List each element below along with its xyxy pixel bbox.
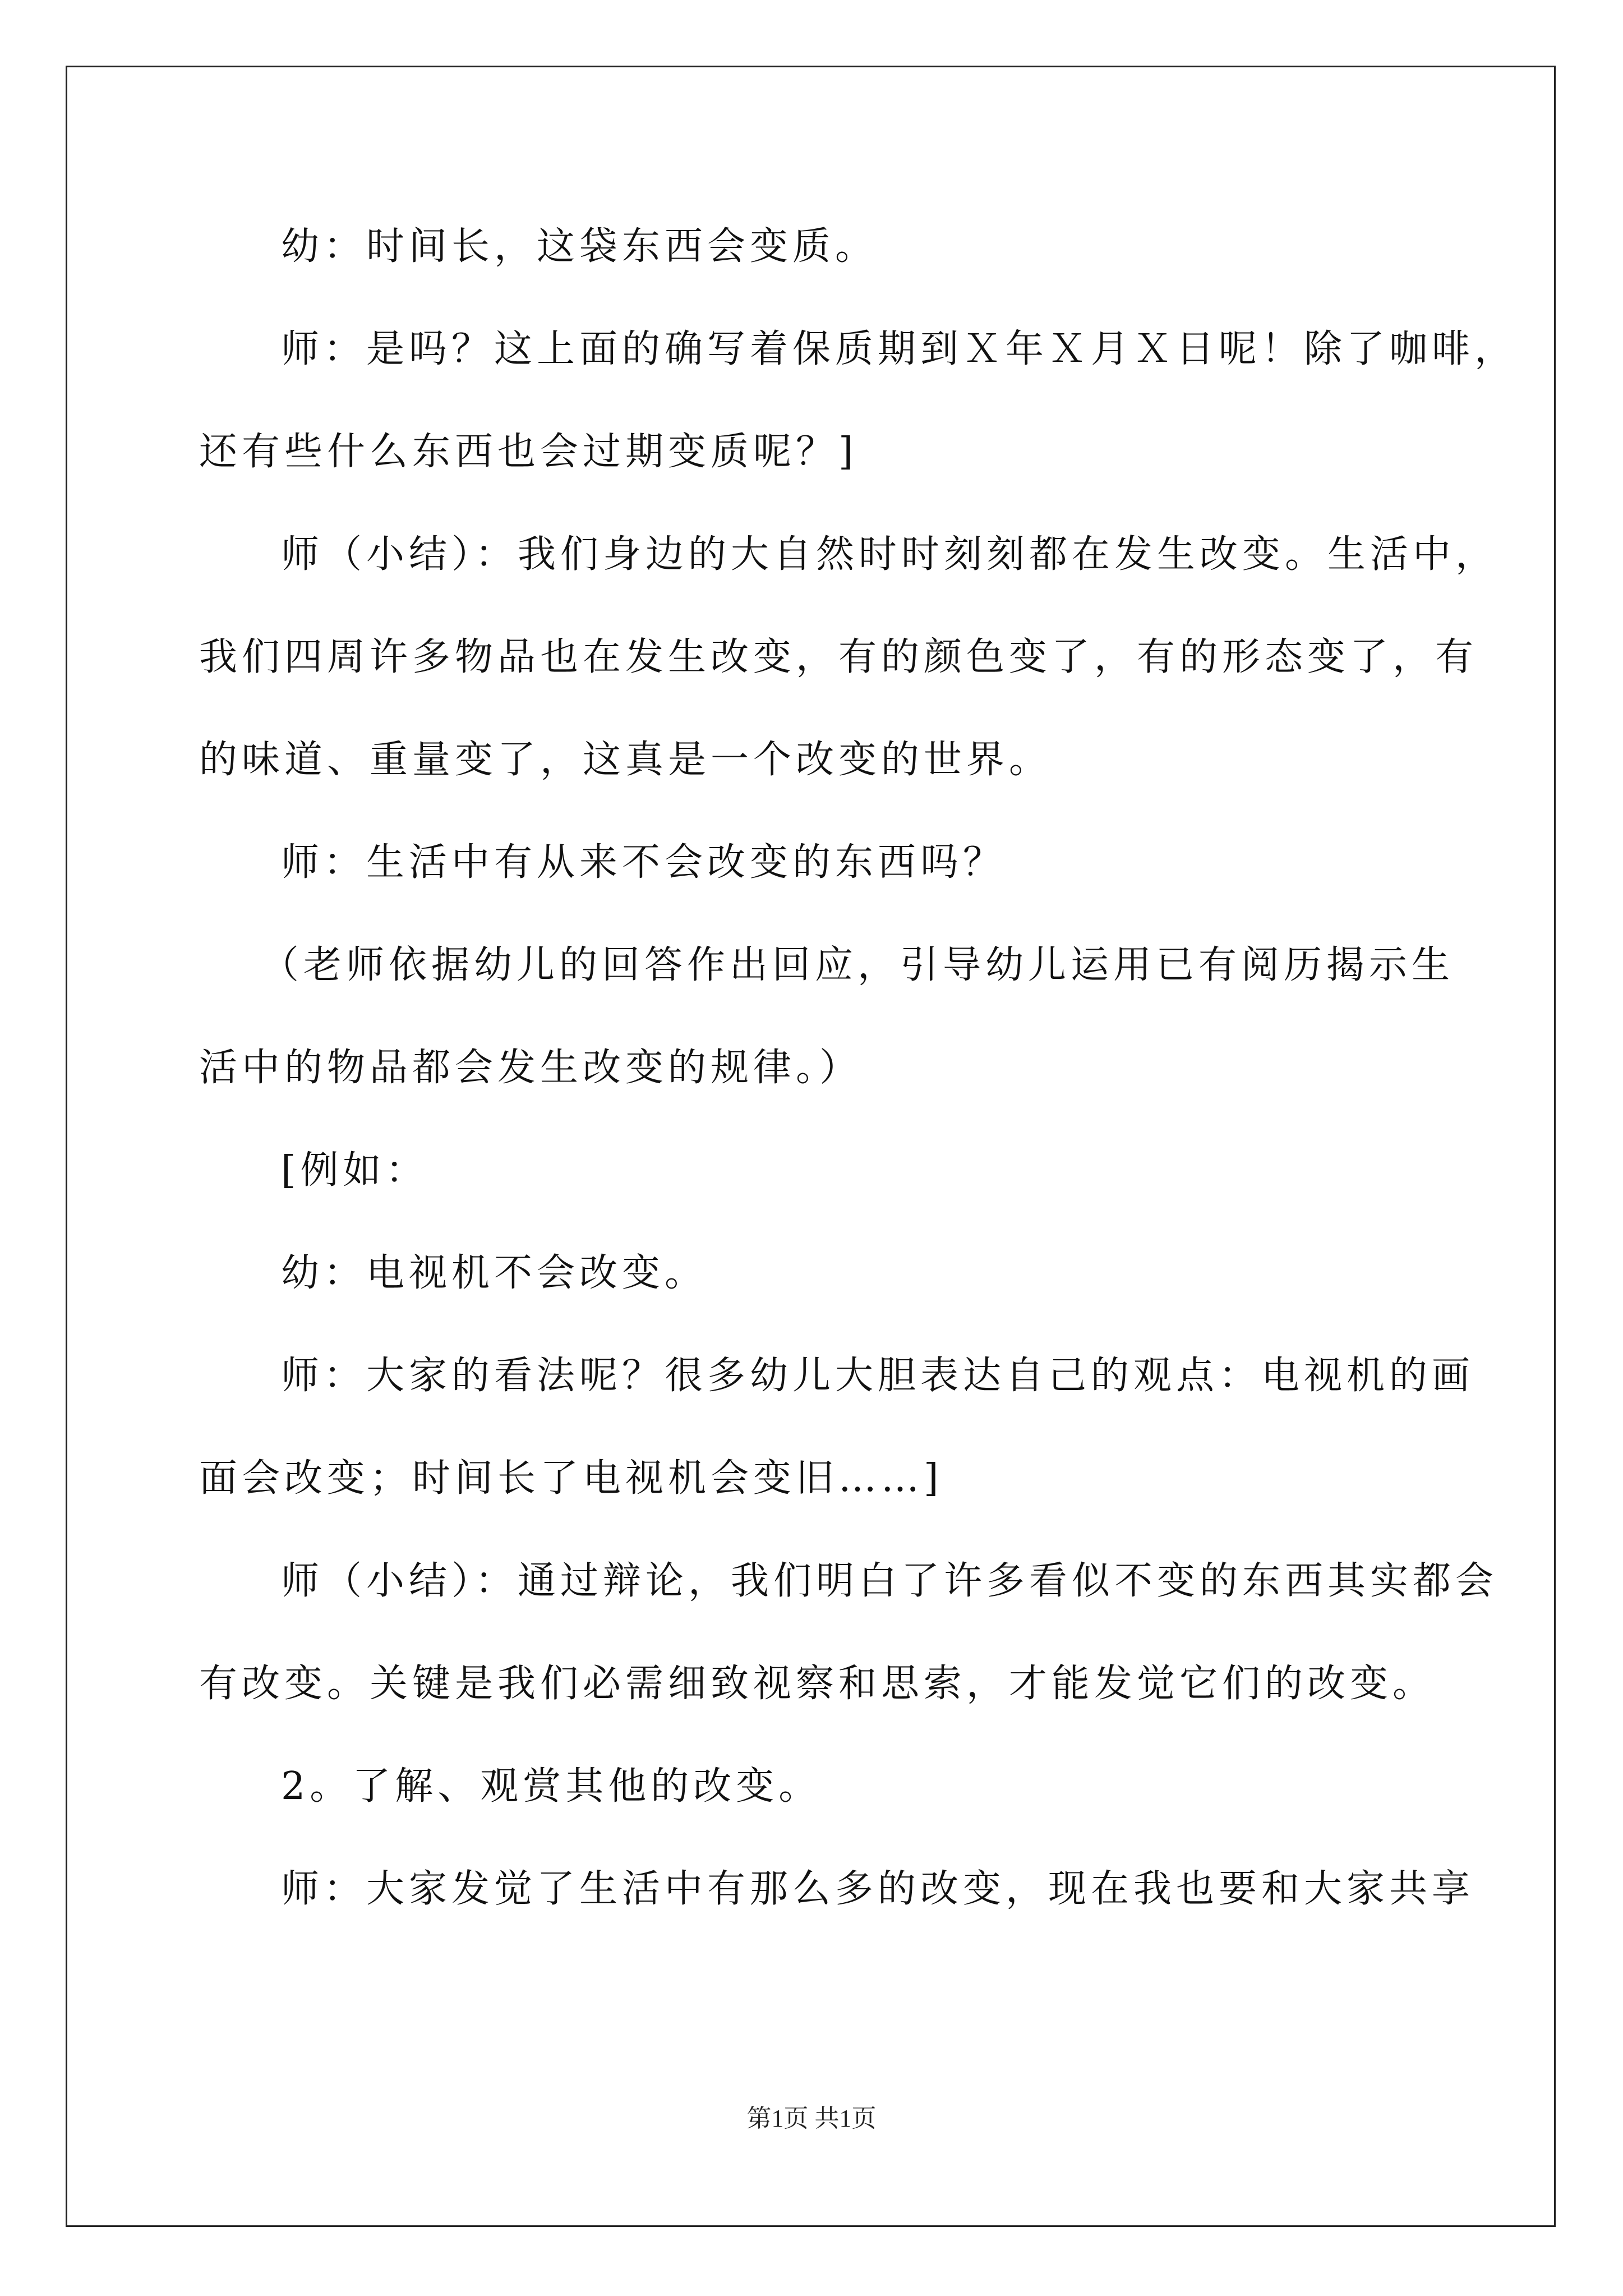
text-line: 幼：电视机不会改变。 [281,1251,708,1295]
text-line: 师：生活中有从来不会改变的东西吗？ [281,840,1006,885]
text-line: 幼：时间长，这袋东西会变质。 [281,224,878,269]
text-line: 师：大家发觉了生活中有那么多的改变，现在我也要和大家共享 [281,1867,1475,1911]
text-line: 的味道、重量变了，这真是一个改变的世界。 [199,738,1052,782]
text-line: 活中的物品都会发生改变的规律。） [199,1046,863,1090]
text-line: 师（小结）：通过辩论，我们明白了许多看似不变的东西其实都会 [281,1559,1498,1603]
text-line: 有改变。关键是我们必需细致视察和思索，才能发觉它们的改变。 [199,1662,1436,1706]
text-line: 还有些什么东西也会过期变质呢？] [199,430,858,474]
text-line: 师（小结）：我们身边的大自然时时刻刻都在发生改变。生活中， [281,532,1498,577]
text-line: [例如： [281,1148,428,1193]
page-footer: 第1页 共1页 [746,2105,877,2132]
text-line: 师：是吗？这上面的确写着保质期到Ｘ年Ｘ月Ｘ日呢！除了咖啡， [281,327,1518,371]
text-line: 我们四周许多物品也在发生改变，有的颜色变了，有的形态变了，有 [199,635,1478,679]
text-line: （老师依据幼儿的回答作出回应，引导幼儿运用已有阅历揭示生 [261,943,1455,987]
text-line: 2。了解、观赏其他的改变。 [281,1764,822,1809]
text-line: 师：大家的看法呢？很多幼儿大胆表达自己的观点：电视机的画 [281,1354,1475,1398]
text-line: 面会改变；时间长了电视机会变旧……] [199,1456,943,1501]
